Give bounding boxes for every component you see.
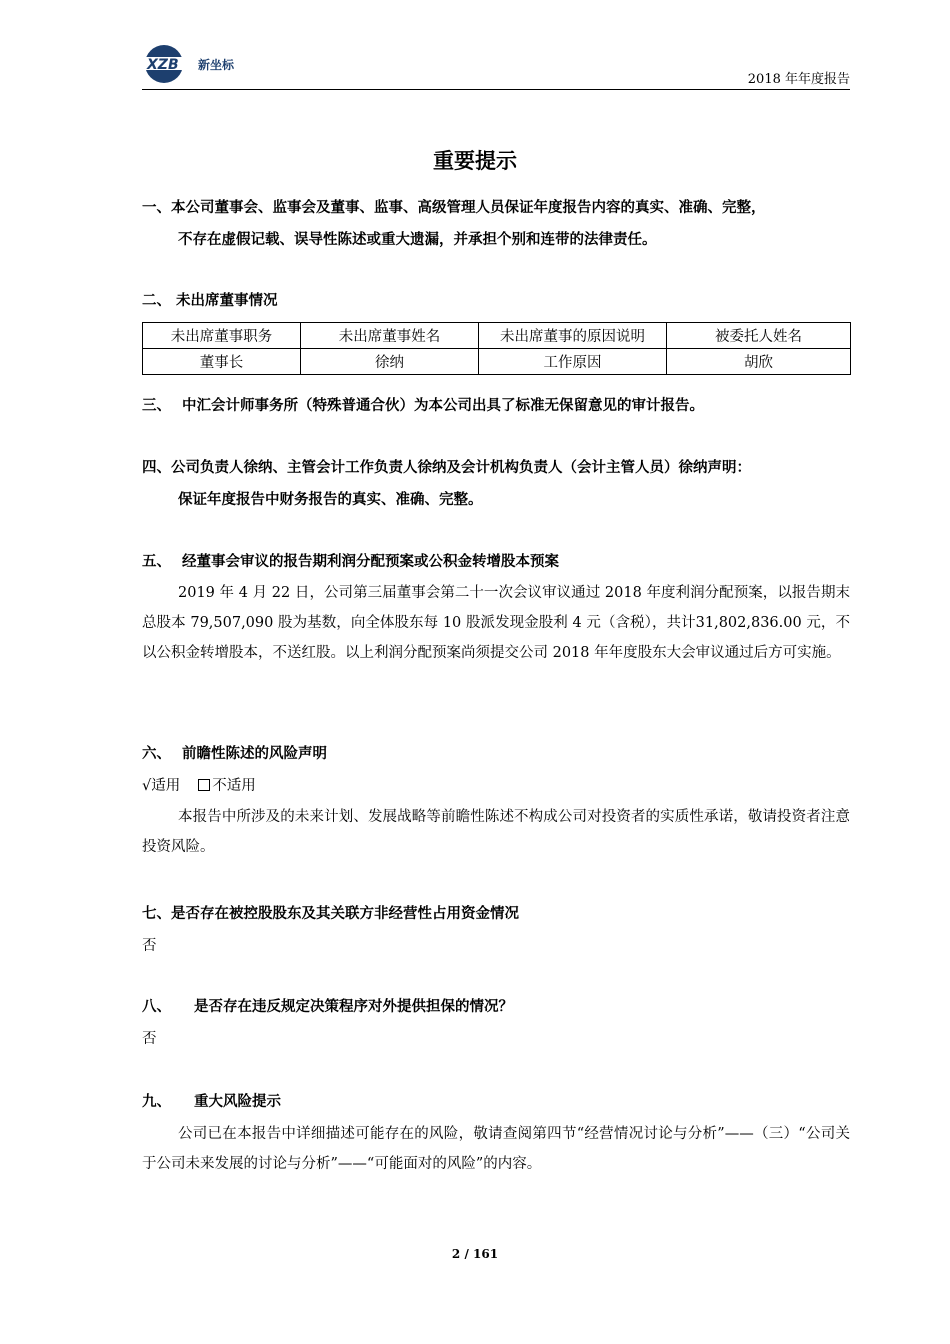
section-7-heading: 七、是否存在被控股股东及其关联方非经营性占用资金情况 [142, 906, 519, 922]
section-1 [142, 192, 850, 256]
checkbox-icon [198, 779, 210, 791]
table-cell: 工作原因 [479, 349, 667, 375]
svg-text:XZB: XZB [147, 57, 179, 73]
applicability-options [142, 773, 256, 799]
section-3-number: 三、 [142, 398, 171, 414]
header-divider [142, 89, 850, 90]
applicable-option: √适用 [142, 778, 181, 794]
section-6-number: 六、 [142, 746, 171, 762]
section-8-answer: 否 [142, 1031, 157, 1047]
absent-directors-table [142, 322, 851, 375]
section-8-number: 八、 [142, 999, 171, 1015]
section-7-answer: 否 [142, 938, 157, 954]
section-1-line-1: 一、本公司董事会、监事会及董事、监事、高级管理人员保证年度报告内容的真实、准确、完整， [142, 200, 766, 216]
section-4-line-2: 保证年度报告中财务报告的真实、准确、完整。 [178, 492, 483, 508]
page-number: 2 / 161 [451, 1247, 499, 1261]
table-header-row [143, 323, 851, 349]
report-year: 2018 年年度报告 [747, 72, 850, 87]
section-5-body: 2019 年 4 月 22 日，公司第三届董事会第二十一次会议审议通过 2018 年度利润分配预案，以报告期末总股本 79,507,090 股为基数，向全体股东每 10 股派发现金股利 4 元（含税），共计31,802,836.00 元，不以公积金转增股本，不送红股。以上利润分配预案尚须提交公司 2018 年年度股东大会审议通过后方可实施。 [142, 585, 850, 661]
table-cell: 董事长 [143, 349, 301, 375]
table-row [143, 349, 851, 375]
section-1-line-2: 不存在虚假记载、误导性陈述或重大遗漏，并承担个别和连带的法律责任。 [178, 232, 657, 248]
section-5-heading: 五、 经董事会审议的报告期利润分配预案或公积金转增股本预案 [142, 546, 850, 578]
section-5-number: 五、 [142, 554, 171, 570]
section-8-heading: 八、 是否存在违反规定决策程序对外提供担保的情况？ [142, 991, 850, 1023]
table-cell: 徐纳 [301, 349, 479, 375]
company-logo [142, 42, 252, 86]
section-4 [142, 452, 850, 516]
page-header [142, 38, 850, 90]
table-header-cell: 未出席董事职务 [143, 323, 301, 349]
table-header-cell: 未出席董事的原因说明 [479, 323, 667, 349]
table-cell: 胡欣 [667, 349, 851, 375]
svg-text:新坐标: 新坐标 [198, 58, 235, 72]
table-header-cell: 被委托人姓名 [667, 323, 851, 349]
not-applicable-option: 不适用 [212, 778, 256, 794]
section-9-heading: 九、 重大风险提示 [142, 1086, 850, 1118]
section-3 [142, 390, 850, 422]
page-title: 重要提示 [433, 149, 517, 173]
section-9-body: 公司已在本报告中详细描述可能存在的风险，敬请查阅第四节“经营情况讨论与分析”——（三）“公司关于公司未来发展的讨论与分析”——“可能面对的风险”的内容。 [142, 1126, 850, 1172]
section-6-body: 本报告中所涉及的未来计划、发展战略等前瞻性陈述不构成公司对投资者的实质性承诺，敬请投资者注意投资风险。 [142, 809, 850, 855]
section-2-heading: 二、 未出席董事情况 [142, 293, 278, 309]
section-3-text: 中汇会计师事务所（特殊普通合伙）为本公司出具了标准无保留意见的审计报告。 [182, 398, 704, 414]
section-6-heading: 六、 前瞻性陈述的风险声明 [142, 738, 850, 770]
section-4-line-1: 四、公司负责人徐纳、主管会计工作负责人徐纳及会计机构负责人（会计主管人员）徐纳声明： [142, 460, 751, 476]
section-9-number: 九、 [142, 1094, 171, 1110]
table-header-cell: 未出席董事姓名 [301, 323, 479, 349]
